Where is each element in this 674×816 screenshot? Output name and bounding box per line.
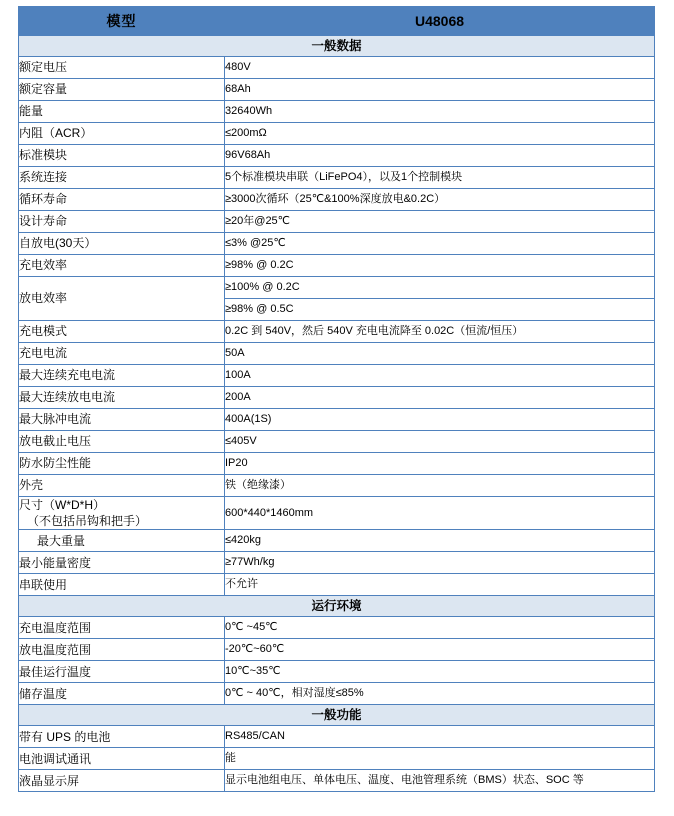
table-row: [19, 343, 655, 365]
section-header-row: [19, 596, 655, 617]
table-row: [19, 211, 655, 233]
row-label: 电池调试通讯: [19, 748, 225, 770]
table-row: [19, 661, 655, 683]
row-value: 600*440*1460mm: [225, 497, 655, 530]
row-value: 100A: [225, 365, 655, 387]
row-value: 能: [225, 748, 655, 770]
row-label-line2: （不包括吊钩和把手）: [27, 514, 148, 529]
row-value: 68Ah: [225, 79, 655, 101]
row-label: 外壳: [19, 475, 225, 497]
row-value: RS485/CAN: [225, 726, 655, 748]
table-row: [19, 255, 655, 277]
row-value: 32640Wh: [225, 101, 655, 123]
section-header-row: [19, 705, 655, 726]
table-row: [19, 770, 655, 792]
table-row: [19, 726, 655, 748]
row-label: 充电效率: [19, 255, 225, 277]
table-row: [19, 123, 655, 145]
section-title: 一般功能: [19, 705, 655, 726]
table-row: [19, 639, 655, 661]
row-label: 液晶显示屏: [19, 770, 225, 792]
row-label: 循环寿命: [19, 189, 225, 211]
row-label: 充电电流: [19, 343, 225, 365]
row-value: 铁（绝缘漆）: [225, 475, 655, 497]
row-label: 防水防尘性能: [19, 453, 225, 475]
table-row: [19, 57, 655, 79]
row-label: 最小能量密度: [19, 552, 225, 574]
row-label: 带有 UPS 的电池: [19, 726, 225, 748]
row-value: 50A: [225, 343, 655, 365]
row-label: 额定电压: [19, 57, 225, 79]
row-label: 最大重量: [19, 530, 225, 552]
table-row: [19, 321, 655, 343]
row-label: 额定容量: [19, 79, 225, 101]
header-model-value: U48068: [225, 7, 655, 36]
row-label: 放电温度范围: [19, 639, 225, 661]
row-label: 最大连续放电电流: [19, 387, 225, 409]
table-main-header-row: [19, 7, 655, 36]
header-model-label: 模型: [19, 7, 225, 36]
row-label: 系统连接: [19, 167, 225, 189]
row-value: ≤405V: [225, 431, 655, 453]
row-value: 5个标准模块串联（LiFePO4），以及1个控制模块: [225, 167, 655, 189]
row-label: 最佳运行温度: [19, 661, 225, 683]
row-label: 标准模块: [19, 145, 225, 167]
table-row: [19, 617, 655, 639]
row-value: ≥3000次循环（25℃&100%深度放电&0.2C）: [225, 189, 655, 211]
table-row: [19, 574, 655, 596]
row-label: 最大脉冲电流: [19, 409, 225, 431]
table-row: [19, 233, 655, 255]
row-value: ≥100% @ 0.2C: [225, 277, 655, 299]
row-value: 0℃ ~45℃: [225, 617, 655, 639]
table-row: [19, 475, 655, 497]
row-value: 400A(1S): [225, 409, 655, 431]
row-value: ≤200mΩ: [225, 123, 655, 145]
row-label: 自放电(30天）: [19, 233, 225, 255]
table-row: [19, 431, 655, 453]
row-label: 设计寿命: [19, 211, 225, 233]
table-row: [19, 387, 655, 409]
table-row: [19, 530, 655, 552]
row-value: ≤420kg: [225, 530, 655, 552]
specification-table: [18, 6, 655, 792]
row-value: 0.2C 到 540V，然后 540V 充电电流降至 0.02C（恒流/恒压）: [225, 321, 655, 343]
row-value: 不允许: [225, 574, 655, 596]
row-value: ≤3% @25℃: [225, 233, 655, 255]
specification-table-body: [19, 7, 655, 792]
row-value: 0℃ ~ 40℃，相对湿度≤85%: [225, 683, 655, 705]
row-value: ≥20年@25℃: [225, 211, 655, 233]
table-row: [19, 277, 655, 299]
row-label: 充电模式: [19, 321, 225, 343]
table-row: [19, 79, 655, 101]
row-value: 480V: [225, 57, 655, 79]
table-row: [19, 409, 655, 431]
table-row: [19, 101, 655, 123]
row-label: [19, 497, 225, 530]
table-row: [19, 683, 655, 705]
table-row: [19, 552, 655, 574]
row-value: 96V68Ah: [225, 145, 655, 167]
row-label: 放电截止电压: [19, 431, 225, 453]
section-title: 运行环境: [19, 596, 655, 617]
row-value: 显示电池组电压、单体电压、温度、电池管理系统（BMS）状态、SOC 等: [225, 770, 655, 792]
row-label: 放电效率: [19, 277, 225, 321]
row-label: 内阻（ACR）: [19, 123, 225, 145]
row-value: IP20: [225, 453, 655, 475]
table-row: [19, 189, 655, 211]
row-label-line1: 尺寸（W*D*H）: [19, 498, 105, 512]
row-value: ≥77Wh/kg: [225, 552, 655, 574]
row-value: 200A: [225, 387, 655, 409]
row-label: 充电温度范围: [19, 617, 225, 639]
table-row: [19, 167, 655, 189]
row-label: 能量: [19, 101, 225, 123]
specification-table-container: [18, 6, 654, 792]
section-title: 一般数据: [19, 36, 655, 57]
table-row: [19, 748, 655, 770]
row-value: 10℃~35℃: [225, 661, 655, 683]
row-label: 最大连续充电电流: [19, 365, 225, 387]
table-row: [19, 453, 655, 475]
section-header-row: [19, 36, 655, 57]
table-row: [19, 365, 655, 387]
row-value-secondary: ≥98% @ 0.5C: [225, 299, 655, 321]
row-label: 储存温度: [19, 683, 225, 705]
table-row: [19, 497, 655, 530]
row-value: -20℃~60℃: [225, 639, 655, 661]
row-value: ≥98% @ 0.2C: [225, 255, 655, 277]
table-row: [19, 145, 655, 167]
row-label: 串联使用: [19, 574, 225, 596]
